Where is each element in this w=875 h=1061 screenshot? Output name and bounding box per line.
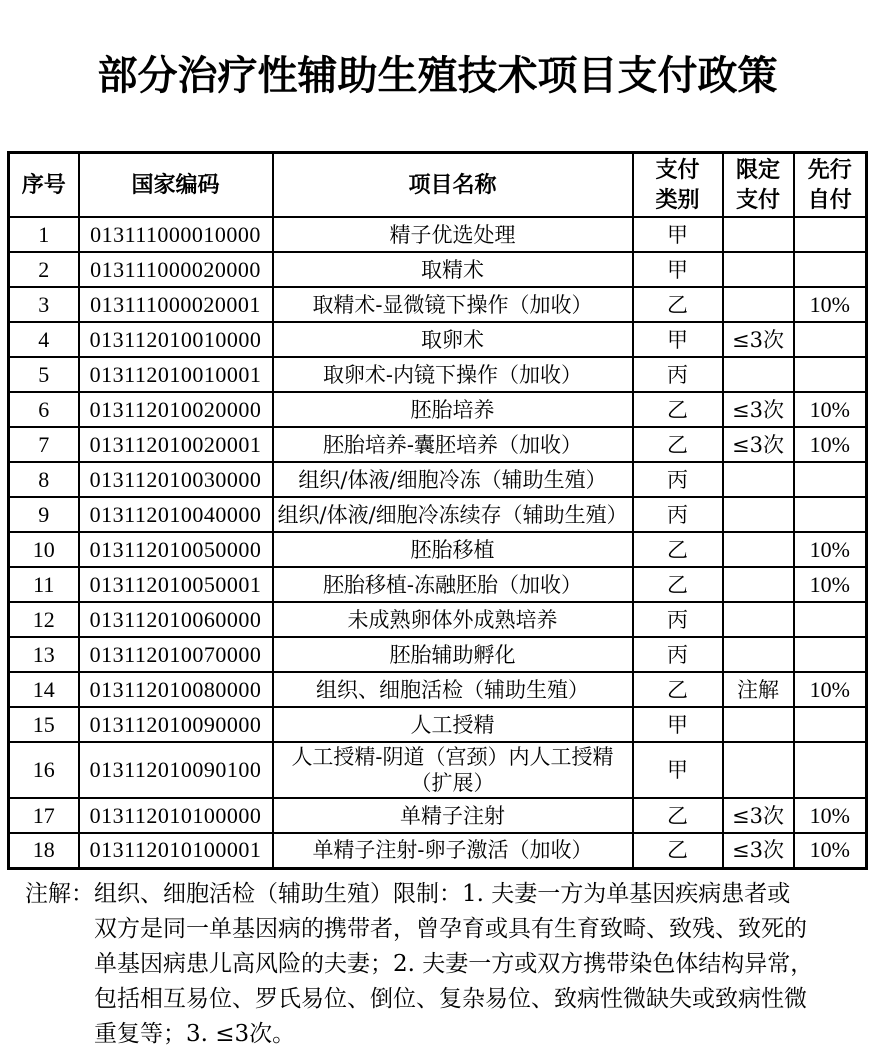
cell-no: 15 xyxy=(9,707,79,742)
table-row xyxy=(9,427,867,462)
col-header-selfpay-line1: 先行 xyxy=(807,157,852,182)
col-header-code-label: 国家编码 xyxy=(131,172,220,197)
col-header-limit-line1: 限定 xyxy=(735,157,780,182)
col-header-code xyxy=(79,153,273,218)
table-row xyxy=(9,217,867,252)
cell-category: 丙 xyxy=(633,497,723,532)
cell-no: 10 xyxy=(9,532,79,567)
table-row xyxy=(9,602,867,637)
col-header-name xyxy=(273,153,633,218)
note-line: 双方是同一单基因病的携带者，曾孕育或具有生育致畸、致残、致死的 xyxy=(94,915,807,942)
table-row xyxy=(9,392,867,427)
table-header xyxy=(9,153,867,218)
cell-limit: ≤3次 xyxy=(723,833,794,868)
cell-limit xyxy=(723,287,794,322)
col-header-no xyxy=(9,153,79,218)
cell-name: 人工授精-阴道（宫颈）内人工授精 （扩展） xyxy=(273,742,633,798)
cell-limit xyxy=(723,567,794,602)
col-header-category xyxy=(633,153,723,218)
cell-no: 17 xyxy=(9,798,79,833)
cell-limit xyxy=(723,742,794,798)
cell-limit xyxy=(723,497,794,532)
table-row xyxy=(9,637,867,672)
cell-code: 013112010030000 xyxy=(79,462,273,497)
cell-code: 013112010090100 xyxy=(79,742,273,798)
cell-name: 胚胎移植-冻融胚胎（加收） xyxy=(273,567,633,602)
cell-limit: ≤3次 xyxy=(723,798,794,833)
cell-limit xyxy=(723,252,794,287)
cell-self-pay xyxy=(794,637,867,672)
cell-name: 未成熟卵体外成熟培养 xyxy=(273,602,633,637)
page-title: 部分治疗性辅助生殖技术项目支付政策 xyxy=(97,52,778,99)
cell-no: 1 xyxy=(9,217,79,252)
cell-category: 丙 xyxy=(633,637,723,672)
col-header-category-line1: 支付 xyxy=(655,157,700,182)
table-row xyxy=(9,672,867,707)
cell-limit xyxy=(723,217,794,252)
cell-name: 取卵术-内镜下操作（加收） xyxy=(273,357,633,392)
cell-code: 013111000020000 xyxy=(79,252,273,287)
cell-name: 胚胎辅助孵化 xyxy=(273,637,633,672)
cell-code: 013111000020001 xyxy=(79,287,273,322)
cell-self-pay xyxy=(794,322,867,357)
cell-limit: ≤3次 xyxy=(723,427,794,462)
cell-limit: ≤3次 xyxy=(723,392,794,427)
cell-code: 013112010050000 xyxy=(79,532,273,567)
table-row xyxy=(9,252,867,287)
cell-category: 丙 xyxy=(633,602,723,637)
policy-table xyxy=(7,151,868,870)
cell-no: 12 xyxy=(9,602,79,637)
cell-name: 单精子注射-卵子激活（加收） xyxy=(273,833,633,868)
cell-category: 乙 xyxy=(633,567,723,602)
cell-category: 甲 xyxy=(633,252,723,287)
cell-code: 013112010020000 xyxy=(79,392,273,427)
header-row xyxy=(9,153,867,218)
col-header-no-label: 序号 xyxy=(21,172,66,197)
cell-name: 人工授精 xyxy=(273,707,633,742)
cell-self-pay xyxy=(794,742,867,798)
cell-self-pay: 10% xyxy=(794,672,867,707)
cell-no: 4 xyxy=(9,322,79,357)
cell-limit xyxy=(723,637,794,672)
cell-category: 乙 xyxy=(633,392,723,427)
table-row xyxy=(9,357,867,392)
cell-no: 11 xyxy=(9,567,79,602)
cell-limit xyxy=(723,532,794,567)
cell-no: 14 xyxy=(9,672,79,707)
cell-no: 16 xyxy=(9,742,79,798)
table-row xyxy=(9,567,867,602)
cell-limit xyxy=(723,602,794,637)
cell-self-pay xyxy=(794,462,867,497)
cell-limit: ≤3次 xyxy=(723,322,794,357)
cell-category: 甲 xyxy=(633,322,723,357)
cell-name: 组织/体液/细胞冷冻（辅助生殖） xyxy=(273,462,633,497)
cell-category: 乙 xyxy=(633,833,723,868)
cell-code: 013112010080000 xyxy=(79,672,273,707)
cell-no: 9 xyxy=(9,497,79,532)
cell-no: 3 xyxy=(9,287,79,322)
cell-code: 013112010010001 xyxy=(79,357,273,392)
cell-code: 013112010060000 xyxy=(79,602,273,637)
cell-code: 013112010010000 xyxy=(79,322,273,357)
cell-no: 5 xyxy=(9,357,79,392)
cell-self-pay: 10% xyxy=(794,392,867,427)
table-row xyxy=(9,742,867,798)
cell-code: 013112010070000 xyxy=(79,637,273,672)
cell-code: 013112010090000 xyxy=(79,707,273,742)
cell-code: 013112010020001 xyxy=(79,427,273,462)
table-row xyxy=(9,707,867,742)
cell-self-pay: 10% xyxy=(794,833,867,868)
cell-self-pay: 10% xyxy=(794,532,867,567)
cell-category: 乙 xyxy=(633,287,723,322)
note-line: 重复等；3. ≤3次。 xyxy=(94,1020,296,1047)
note-line: 组织、细胞活检（辅助生殖）限制：1. 夫妻一方为单基因疾病患者或 xyxy=(94,880,791,907)
cell-name: 组织、细胞活检（辅助生殖） xyxy=(273,672,633,707)
col-header-name-label: 项目名称 xyxy=(408,172,497,197)
cell-limit xyxy=(723,462,794,497)
col-header-limit-line2: 支付 xyxy=(735,187,780,212)
table-row xyxy=(9,462,867,497)
cell-code: 013112010050001 xyxy=(79,567,273,602)
table-row xyxy=(9,833,867,868)
cell-no: 2 xyxy=(9,252,79,287)
cell-code: 013112010100001 xyxy=(79,833,273,868)
table-row xyxy=(9,287,867,322)
col-header-selfpay-line2: 自付 xyxy=(807,187,852,212)
cell-no: 8 xyxy=(9,462,79,497)
cell-name: 胚胎移植 xyxy=(273,532,633,567)
cell-name: 精子优选处理 xyxy=(273,217,633,252)
cell-self-pay xyxy=(794,357,867,392)
cell-self-pay: 10% xyxy=(794,798,867,833)
cell-no: 6 xyxy=(9,392,79,427)
col-header-selfpay xyxy=(794,153,867,218)
note xyxy=(0,870,875,1052)
cell-name: 取精术-显微镜下操作（加收） xyxy=(273,287,633,322)
col-header-limit xyxy=(723,153,794,218)
cell-category: 乙 xyxy=(633,427,723,462)
cell-self-pay xyxy=(794,602,867,637)
cell-self-pay xyxy=(794,497,867,532)
cell-self-pay: 10% xyxy=(794,427,867,462)
table-row xyxy=(9,532,867,567)
cell-self-pay xyxy=(794,252,867,287)
note-label: 注解： xyxy=(25,880,94,907)
cell-name: 取卵术 xyxy=(273,322,633,357)
cell-limit xyxy=(723,707,794,742)
cell-no: 7 xyxy=(9,427,79,462)
cell-category: 甲 xyxy=(633,742,723,798)
table-body xyxy=(9,217,867,868)
cell-no: 18 xyxy=(9,833,79,868)
cell-category: 甲 xyxy=(633,707,723,742)
cell-name: 取精术 xyxy=(273,252,633,287)
cell-code: 013112010040000 xyxy=(79,497,273,532)
table-row xyxy=(9,322,867,357)
cell-name: 胚胎培养 xyxy=(273,392,633,427)
note-line: 单基因病患儿高风险的夫妻；2. 夫妻一方或双方携带染色体结构异常， xyxy=(94,950,814,977)
table-row xyxy=(9,497,867,532)
cell-category: 丙 xyxy=(633,357,723,392)
cell-limit: 注解 xyxy=(723,672,794,707)
cell-self-pay xyxy=(794,217,867,252)
note-body xyxy=(94,877,865,1052)
table-row xyxy=(9,798,867,833)
cell-limit xyxy=(723,357,794,392)
cell-category: 乙 xyxy=(633,672,723,707)
cell-category: 甲 xyxy=(633,217,723,252)
cell-category: 乙 xyxy=(633,798,723,833)
cell-code: 013111000010000 xyxy=(79,217,273,252)
cell-self-pay: 10% xyxy=(794,287,867,322)
cell-name: 胚胎培养-囊胚培养（加收） xyxy=(273,427,633,462)
cell-category: 丙 xyxy=(633,462,723,497)
cell-no: 13 xyxy=(9,637,79,672)
cell-code: 013112010100000 xyxy=(79,798,273,833)
note-line: 包括相互易位、罗氏易位、倒位、复杂易位、致病性微缺失或致病性微 xyxy=(94,985,807,1012)
cell-self-pay: 10% xyxy=(794,567,867,602)
cell-self-pay xyxy=(794,707,867,742)
cell-name: 单精子注射 xyxy=(273,798,633,833)
col-header-category-line2: 类别 xyxy=(655,187,700,212)
cell-category: 乙 xyxy=(633,532,723,567)
cell-name: 组织/体液/细胞冷冻续存（辅助生殖） xyxy=(273,497,633,532)
